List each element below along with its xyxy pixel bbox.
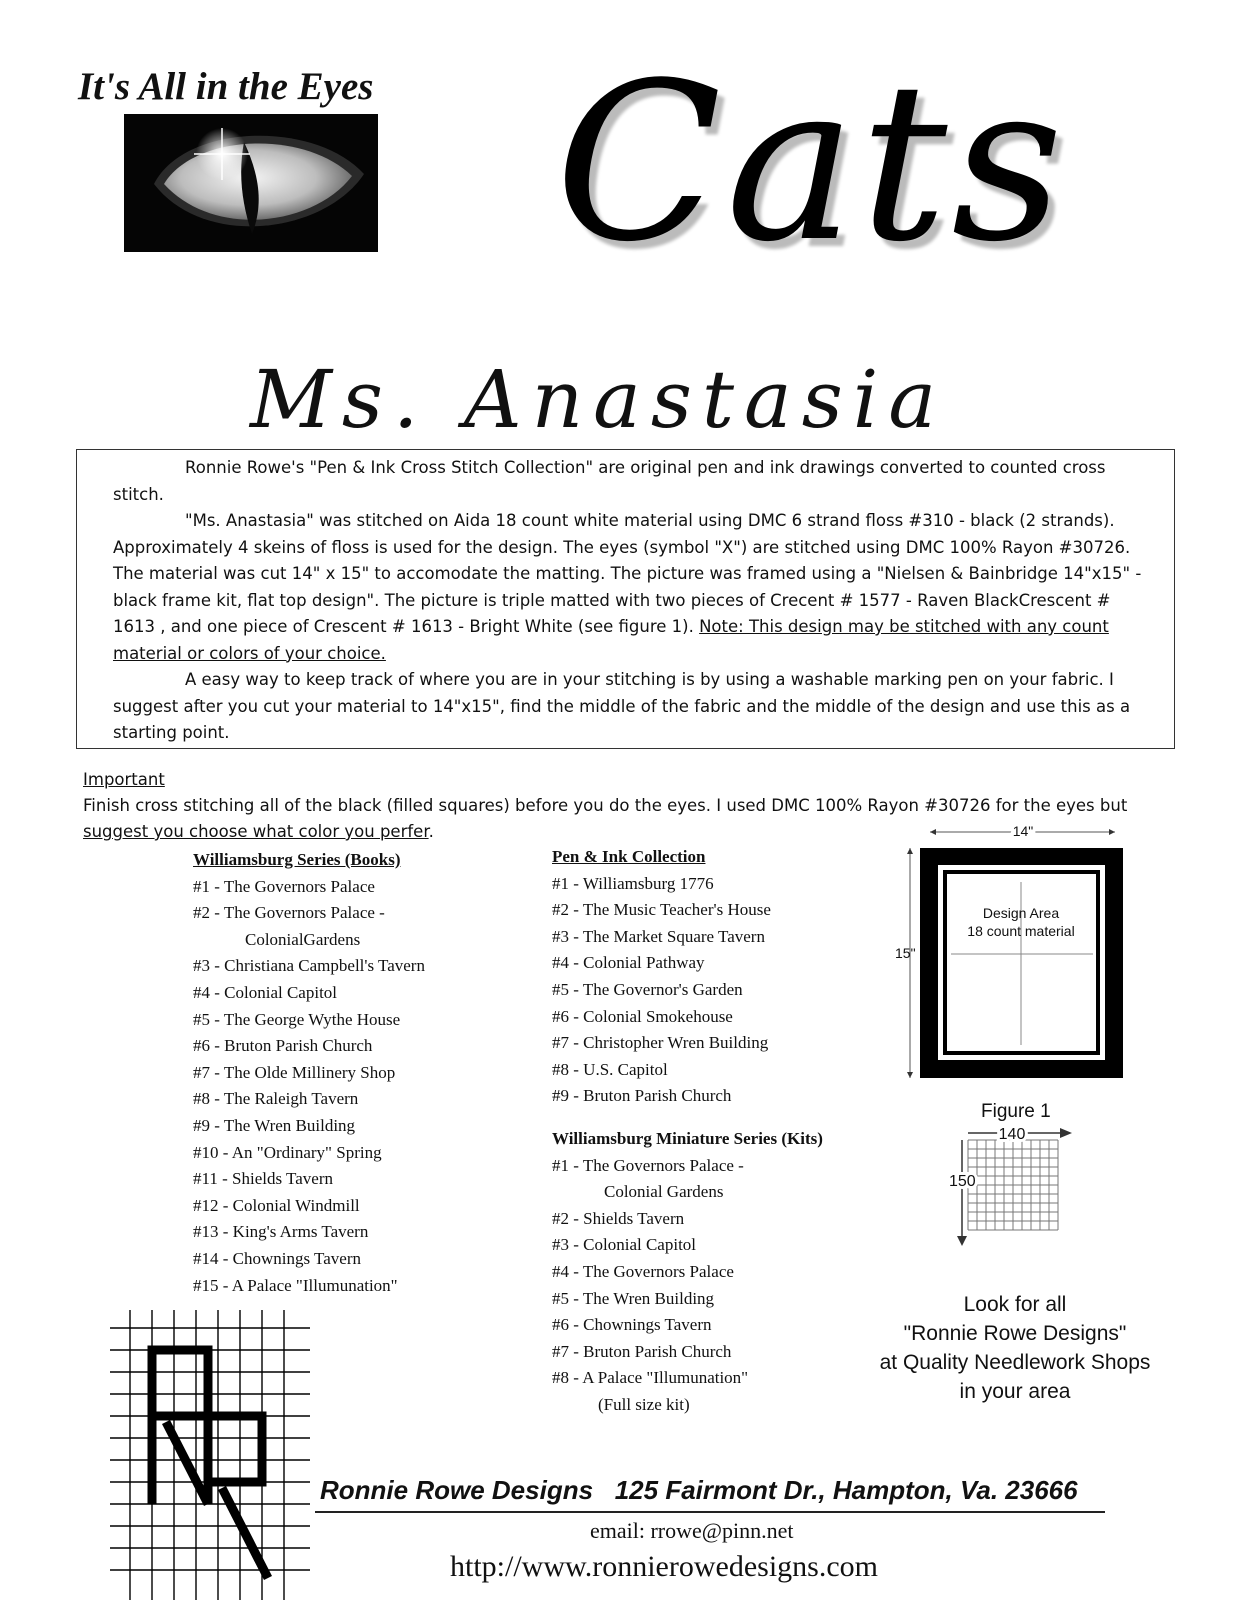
figure-caption: Figure 1 [981, 1101, 1051, 1122]
rr-logo [110, 1310, 310, 1600]
promo-line: "Ronnie Rowe Designs" [903, 1322, 1127, 1345]
important-body: Finish cross stitching all of the black (filled squares) before you do the eyes. I used DMC 100% Rayon #30726 for the eyes but [83, 796, 1128, 815]
list-item: #5 - The Governor's Garden [552, 979, 743, 999]
list-item: (Full size kit) [598, 1394, 690, 1414]
list-item: #10 - An "Ordinary" Spring [193, 1142, 382, 1162]
website-link[interactable]: http://www.ronnierowedesigns.com [450, 1550, 878, 1583]
materials-paragraph [113, 508, 1144, 667]
tagline: It's All in the Eyes [78, 65, 374, 108]
grid-height-label: 150 [949, 1173, 976, 1190]
design-name: Ms. Anastasia [250, 353, 947, 446]
list-item: #3 - Christiana Campbell's Tavern [193, 956, 425, 976]
list-item: #2 - Shields Tavern [552, 1208, 685, 1228]
list-item: #3 - The Market Square Tavern [552, 926, 765, 946]
list-item: #4 - The Governors Palace [552, 1261, 734, 1281]
note-text: Note: This design may be stitched with any count material or colors of your choice. [113, 617, 1109, 663]
list-item: #9 - The Wren Building [193, 1115, 356, 1135]
list-item: #1 - Williamsburg 1776 [552, 873, 714, 893]
figure-1-diagram [895, 820, 1130, 1095]
footer-divider [315, 1511, 1105, 1513]
list-item: Colonial Gardens [604, 1182, 724, 1202]
list-item: #15 - A Palace "Illumunation" [193, 1275, 398, 1295]
promo-line: in your area [959, 1380, 1071, 1403]
promo-line: at Quality Needlework Shops [879, 1351, 1151, 1374]
email-link[interactable]: email: rrowe@pinn.net [590, 1518, 794, 1543]
list-item: #11 - Shields Tavern [193, 1169, 333, 1189]
list-item: #14 - Chownings Tavern [193, 1248, 362, 1268]
figure-width-label: 14" [1012, 823, 1034, 839]
list-item: #9 - Bruton Parish Church [552, 1086, 732, 1106]
list-item: #12 - Colonial Windmill [193, 1195, 360, 1215]
description-box [76, 449, 1175, 749]
williamsburg-series-list [193, 847, 425, 1299]
list-item: #1 - The Governors Palace [193, 876, 375, 896]
list-item: #13 - King's Arms Tavern [193, 1222, 369, 1242]
list-item: #3 - Colonial Capitol [552, 1235, 697, 1255]
design-area-count: 18 count material [967, 923, 1075, 939]
list-item: #4 - Colonial Capitol [193, 982, 338, 1002]
list-item: #2 - The Music Teacher's House [552, 900, 771, 920]
list-item: #1 - The Governors Palace - [552, 1155, 744, 1175]
design-area-label: Design Area [982, 905, 1060, 921]
list-item: #2 - The Governors Palace - [193, 903, 385, 923]
promo-text [860, 1290, 1170, 1406]
company-name: Ronnie Rowe Designs [320, 1475, 594, 1505]
figure-height-label: 15" [895, 945, 916, 961]
miniature-series-heading: Williamsburg Miniature Series (Kits) [552, 1129, 823, 1148]
title-cats: Cats [555, 37, 1068, 290]
promo-line: Look for all [963, 1293, 1067, 1316]
contact-line [320, 1475, 1078, 1506]
williamsburg-series-heading: Williamsburg Series (Books) [193, 850, 401, 869]
list-item: #8 - A Palace "Illumunation" [552, 1368, 749, 1388]
list-item: #6 - Chownings Tavern [552, 1315, 712, 1335]
important-suggestion: suggest you choose what color you perfer [83, 822, 429, 841]
cat-eye-photo [124, 114, 378, 252]
tip-paragraph: A easy way to keep track of where you are in your stitching is by using a washable marking pen on your fabric. I suggest after you cut your material to 14"x15", find the middle of the fabric and the middle of the design and use this as a starting point. [113, 670, 1131, 742]
pen-ink-collection-list [552, 844, 771, 1110]
important-heading: Important [83, 770, 165, 789]
company-address: 125 Fairmont Dr., Hampton, Va. 23666 [614, 1475, 1078, 1505]
list-item: #7 - The Olde Millinery Shop [193, 1062, 396, 1082]
pen-ink-heading: Pen & Ink Collection [552, 847, 706, 866]
grid-width-label: 140 [998, 1128, 1026, 1143]
list-item: #6 - Bruton Parish Church [193, 1036, 373, 1056]
important-end: . [428, 822, 434, 841]
list-item: #6 - Colonial Smokehouse [552, 1006, 733, 1026]
grid-size-diagram [940, 1128, 1080, 1258]
list-item: #7 - Bruton Parish Church [552, 1341, 732, 1361]
list-item: ColonialGardens [245, 929, 361, 949]
list-item: #5 - The George Wythe House [193, 1009, 401, 1029]
list-item: #5 - The Wren Building [552, 1288, 715, 1308]
list-item: #7 - Christopher Wren Building [552, 1033, 769, 1053]
intro-paragraph: Ronnie Rowe's "Pen & Ink Cross Stitch Collection" are original pen and ink drawings converted to counted cross stitch. [113, 458, 1106, 504]
miniature-series-list [552, 1126, 823, 1419]
materials-text: "Ms. Anastasia" was stitched on Aida 18 count white material using DMC 6 strand floss #310 - black (2 strands). Approximately 4 skeins of floss is used for the design. The eyes (symbol "X") are stitched using DMC 100% Rayon #30726. The material was cut 14" x 15" to accomodate the matting. The picture was framed using a "Nielsen & Bainbridge 14"x15" - black frame kit, flat top design". The picture is triple matted with two pieces of Crecent # 1577 - Raven BlackCrescent # 1613 , and one piece of Crescent # 1613 - Bright White (see figure 1). [113, 511, 1142, 636]
list-item: #4 - Colonial Pathway [552, 953, 705, 973]
list-item: #8 - The Raleigh Tavern [193, 1089, 359, 1109]
list-item: #8 - U.S. Capitol [552, 1059, 668, 1079]
